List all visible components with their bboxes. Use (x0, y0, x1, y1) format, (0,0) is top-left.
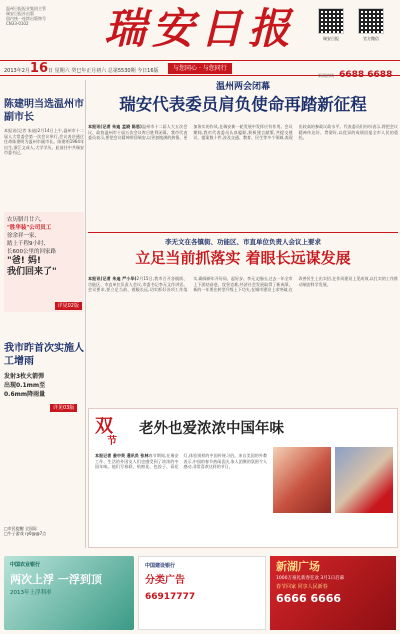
feature-headline[interactable]: 老外也爱浓浓中国年味 (139, 421, 284, 437)
qr-code-icon (358, 8, 384, 34)
second-story (88, 236, 398, 404)
footer-note: □市民提醒 全国际 (4, 526, 38, 531)
ad-bank-1[interactable] (4, 556, 134, 630)
feature-line: "胜华装"公司员工 (7, 225, 52, 231)
subhead-line: 发射3枚火箭弹 (4, 373, 45, 380)
feature-line: 长600公里的回家路 (7, 249, 56, 255)
feature-byline: 本报记者 姜中英 通讯员 张林 (95, 453, 149, 458)
dateline-bar (0, 60, 400, 80)
feature-line: 农历腊月廿六, (7, 217, 42, 223)
date-suffix: 日 (48, 68, 54, 74)
subhead-line: 出现0.1mm至 (4, 382, 46, 389)
footer-ads (0, 552, 400, 634)
feature-story (88, 408, 398, 548)
lead-body (88, 124, 398, 214)
date-year: 2013年 (4, 68, 22, 74)
feature-body (95, 453, 267, 543)
badge-top: 双 (95, 416, 113, 437)
masthead-meta-line: CN33-0102 (6, 21, 29, 26)
slogan-separator: · (198, 65, 203, 72)
ad-phone: 6666 6666 (276, 592, 342, 605)
feature-link[interactable]: 详见02版 (55, 302, 82, 310)
feature-body-text: 春节期间,在瑞安工作、生活的外国友人们也感受到了浓浓的中国年味。他们写春联、贴窗花、包饺子、看花灯,体验别样的中国传统习俗。来自美国的外教表示,中国的春节热闹喜庆,家人团聚的氛围令人感动,非常喜欢这样的节日。 (95, 453, 267, 470)
ad-phone: 66917777 (145, 592, 196, 602)
issue-info: 总第5530期 今日16版 (107, 68, 159, 74)
qr-caption: 官方微信 (363, 36, 379, 41)
second-byline: 本报讯(记者 朱迪 严小华) (88, 276, 137, 281)
masthead-meta (6, 6, 82, 26)
ad-sub: 2013年上浮利率 (10, 590, 52, 596)
lead-byline: 本报讯(记者 朱迪 孟晓 陈思) (88, 124, 142, 129)
ad-brand: 中国农业银行 (10, 562, 41, 568)
left-story-1: 本报讯(记者 朱迪)2月14日上午,温州市十二届人大常委会第一次会议举行,会议表决通过任命陈建明为温州市副市长。陈建明1964年出生,浙江文成人,大学学历。此前任中共瑞安市委书记。 (4, 128, 84, 156)
badge-bottom: 节 (107, 436, 117, 447)
feature-badge (95, 417, 125, 447)
second-body-text: 2月15日,我市召开各镇街、功能区、市直单位负责人会议,市委书记李无文作讲话。会议要求,要立足当前、着眼长远,切实抓好各项工作落实,确保新年开好局、起好步。李无文指出,过去一年全市上下团结奋进、攻坚克难,经济社会发展取得了新成绩。新的一年要在转型升级上下功夫,在城市建设上求突破,在改善民生上出实招,在作风建设上见成效,以扎实的工作推动瑞安科学发展。 (88, 276, 398, 293)
second-kicker: 李无文在各镇街、功能区、市直单位负责人会议上要求 (165, 238, 321, 246)
hotline-number: 6688 6688 (339, 70, 393, 80)
subhead-line: 0.6mm降雨量 (4, 391, 46, 398)
feature-line: 踏上千程9小时、 (7, 241, 49, 247)
left-headline-2[interactable]: 我市昨首次实施人工增雨 (4, 343, 84, 367)
feature-photo (335, 447, 393, 513)
weekday: 星期六 (54, 68, 70, 74)
footer-note: □牛子游戏 ry0@@7点 (4, 531, 47, 536)
section-divider (88, 232, 398, 233)
left-headline-1[interactable]: 陈建明当选温州市副市长 (4, 99, 84, 123)
ad-bank-2[interactable] (138, 556, 266, 630)
lead-headline[interactable]: 瑞安代表委员肩负使命再踏新征程 (119, 95, 367, 114)
ad-brand: 中国建设银行 (145, 563, 176, 569)
hotline-label: 新闻热线 (318, 73, 334, 78)
masthead-meta-line: 瑞安日报社出版 (6, 11, 34, 16)
left-subhead-2 (4, 372, 84, 399)
ad-title: 两次上浮 一浮到顶 (10, 573, 102, 586)
lunar-date: 癸巳年正月初六 (71, 68, 107, 74)
ad-line: 春节回家 同享人民新春 (276, 584, 328, 590)
masthead-meta-line: 温州日报报业集团主管 (6, 6, 46, 11)
left-column (0, 80, 86, 548)
second-body (88, 276, 398, 394)
masthead-meta-line: 国内统一连续出版物号 (6, 16, 46, 21)
lead-body-text: 温州市十二届人大五次会议、政协温州市十届五次会议昨日胜利闭幕。我市代表委员表示,要把会议精神带回瑞安,以更加饱满的热情、更加务实的作风,在瑞安新一轮发展中发挥应有作用。会议期间,我市代表委员认真履职,积极建言献策,共提交建议、提案数十件,涉及交通、教育、民生等多个领域,表现出较高的参政议政水平。代表委员们纷纷表示,将把会议精神传达好、贯彻好,以优异的成绩回报全市人民的重托。 (88, 124, 398, 141)
feature-line: 徐余祥一家, (7, 233, 37, 239)
newspaper-title: 瑞安日报 (103, 4, 296, 53)
feature-line: "爸! 妈! (7, 256, 42, 266)
qr-code-icon (318, 8, 344, 34)
date-month: 2月 (21, 68, 30, 74)
feature-line: 我们回来了" (7, 267, 57, 277)
slogan-1: 与您同心 (173, 65, 198, 72)
date-day: 16 (29, 61, 49, 76)
feature-photo (273, 447, 331, 513)
slogan-2: 与您同行 (202, 65, 227, 72)
lead-kicker: 温州两会闭幕 (215, 82, 270, 92)
ad-title: 分类广告 (145, 575, 185, 586)
left-link-2[interactable]: 详见03版 (50, 404, 77, 412)
ad-line: 1000万豪礼新春狂欢 3月1日启幕 (276, 576, 345, 581)
left-footer-notes (4, 526, 84, 536)
left-feature-box[interactable] (4, 212, 84, 312)
qr-caption: 瑞安日报 (323, 36, 339, 41)
ad-title: 新湖广场 (276, 560, 320, 573)
hotline (318, 62, 392, 82)
second-headline[interactable]: 立足当前抓落实 着眼长远谋发展 (135, 249, 351, 267)
ad-plaza[interactable] (270, 556, 396, 630)
date (4, 62, 159, 78)
slogan (168, 63, 232, 74)
lead-story (88, 80, 398, 230)
